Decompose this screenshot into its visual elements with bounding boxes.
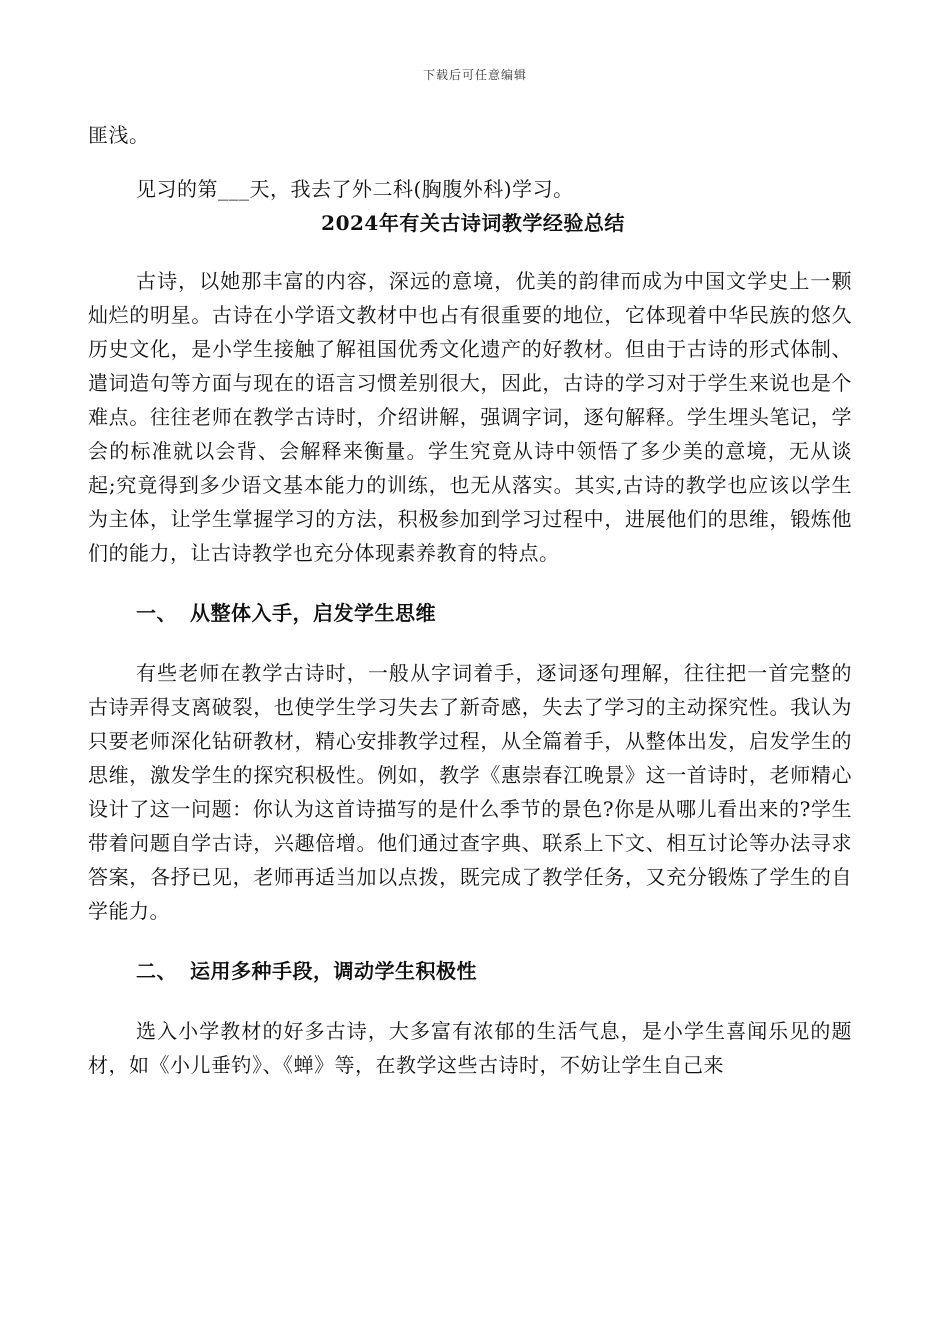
section-2-number: 二、 (136, 959, 177, 983)
section-1-body: 有些老师在教学古诗时，一般从字词着手，逐词逐句理解，往往把一首完整的古诗弄得支离破裂，也使学生学习失去了新奇感，失去了学习的主动探究性。我认为只要老师深化钻研教材，精心安排教学过程，从全篇着手，从整体出发，启发学生的思维，激发学生的探究积极性。例如，教学《惠崇春江晚景》这一首诗时，老师精心设计了这一问题：你认为这首诗描写的是什么季节的景色?你是从哪儿看出来的?学生带着问题自学古诗，兴趣倍增。他们通过查字典、联系上下文、相互讨论等办法寻求答案，各抒已见，老师再适当加以点拨，既完成了教学任务，又充分锻炼了学生的自学能力。 (88, 661, 852, 923)
section-1-title: 从整体入手，启发学生思维 (190, 601, 436, 625)
header-note: 下载后可任意编辑 (422, 68, 527, 82)
section-1-number: 一、 (136, 601, 177, 625)
intro-line-2: 见习的第___天，我去了外二科(胸腹外科)学习。 (136, 177, 574, 201)
article-paragraph-1: 古诗，以她那丰富的内容，深远的意境，优美的韵律而成为中国文学史上一颗灿烂的明星。古诗在小学语文教材中也占有很重要的地位，它体现着中华民族的悠久历史文化，是小学生接触了解祖国优秀文化遗产的好教材。但由于古诗的形式体制、遣词造句等方面与现在的语言习惯差别很大，因此，古诗的学习对于学生来说也是个难点。往往老师在教学古诗时，介绍讲解，强调字词，逐句解释。学生埋头笔记，学会的标准就以会背、会解释来衡量。学生究竟从诗中领悟了多少美的意境，无从谈起;究竟得到多少语文基本能力的训练，也无从落实。其实,古诗的教学也应该以学生为主体，让学生掌握学习的方法，积极参加到学习过程中，进展他们的思维，锻炼他们的能力，让古诗教学也充分体现素养教育的特点。 (88, 269, 852, 565)
article-title: 2024年有关古诗词教学经验总结 (321, 211, 625, 235)
section-1-heading (88, 596, 852, 630)
intro-line-1: 匪浅。 (88, 123, 150, 147)
section-2-title: 运用多种手段，调动学生积极性 (190, 959, 477, 983)
document-body (88, 118, 852, 1082)
section-2-heading (88, 954, 852, 988)
section-2-body: 选入小学教材的好多古诗，大多富有浓郁的生活气息，是小学生喜闻乐见的题材，如《小儿垂钓》、《蝉》等，在教学这些古诗时，不妨让学生自己来 (88, 1019, 852, 1077)
